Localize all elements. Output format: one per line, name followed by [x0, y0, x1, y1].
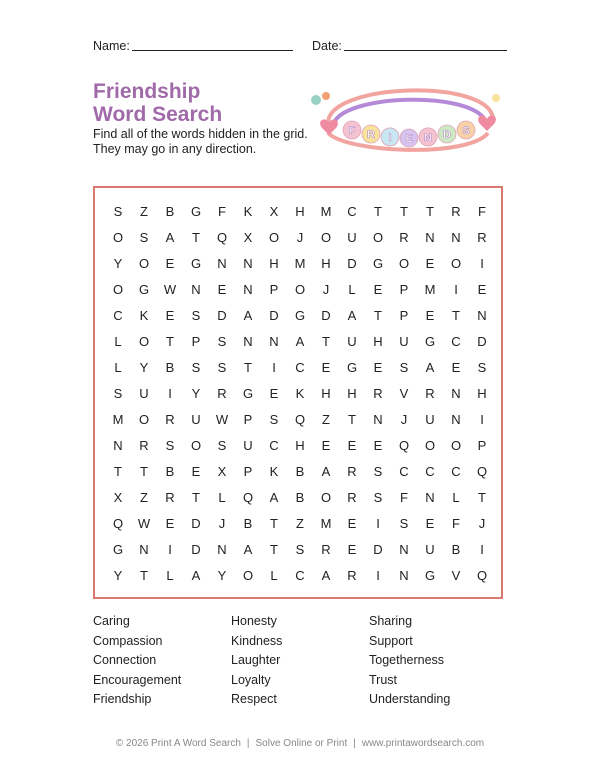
grid-letter[interactable]: M	[320, 515, 332, 531]
grid-letter[interactable]: B	[243, 515, 253, 531]
grid-letter[interactable]: S	[191, 307, 201, 323]
grid-letter[interactable]: L	[218, 489, 226, 505]
grid-letter[interactable]: D	[321, 307, 331, 323]
grid-letter[interactable]: Q	[398, 437, 410, 453]
grid-letter[interactable]: H	[477, 385, 487, 401]
grid-letter[interactable]: T	[166, 333, 174, 349]
grid-letter[interactable]: B	[165, 359, 175, 375]
word-list-item: Compassion	[93, 633, 163, 648]
grid-letter[interactable]: P	[399, 307, 409, 323]
grid-letter[interactable]: E	[425, 307, 435, 323]
grid-letter[interactable]: O	[138, 255, 150, 271]
grid-letter[interactable]: P	[243, 463, 253, 479]
footer-separator: |	[353, 738, 356, 749]
grid-letter[interactable]: U	[399, 333, 409, 349]
grid-letter[interactable]: L	[166, 567, 174, 583]
grid-letter[interactable]: N	[269, 333, 279, 349]
grid-letter[interactable]: G	[346, 359, 358, 375]
grid-letter[interactable]: R	[477, 229, 487, 245]
bracelet-end-bead	[322, 92, 330, 100]
word-search-grid-box	[93, 186, 503, 599]
word-list-item: Honesty	[231, 614, 277, 628]
bracelet-letter-bead	[381, 128, 399, 146]
grid-letter[interactable]: V	[399, 385, 409, 401]
grid-letter[interactable]: D	[477, 333, 487, 349]
grid-letter[interactable]: Y	[113, 255, 123, 271]
grid-letter[interactable]: X	[113, 489, 123, 505]
grid-letter[interactable]: L	[114, 333, 122, 349]
grid-letter[interactable]: T	[426, 203, 434, 219]
friends-bracelet-illustration	[308, 78, 508, 168]
grid-letter[interactable]: E	[165, 307, 175, 323]
grid-letter[interactable]: O	[372, 229, 384, 245]
grid-letter[interactable]: D	[191, 515, 201, 531]
grid-letter[interactable]: A	[295, 333, 305, 349]
grid-letter[interactable]: O	[190, 437, 202, 453]
grid-letter[interactable]: A	[269, 489, 279, 505]
word-list-item: Support	[369, 633, 413, 648]
bracelet-letter-bead	[400, 129, 418, 147]
grid-letter[interactable]: S	[477, 359, 487, 375]
footer	[0, 738, 600, 749]
grid-letter[interactable]: E	[165, 515, 175, 531]
grid-letter[interactable]: I	[168, 541, 172, 557]
word-list-item: Understanding	[369, 692, 451, 706]
grid-letter[interactable]: J	[322, 281, 330, 297]
grid-letter[interactable]: E	[451, 359, 461, 375]
grid-letter[interactable]: C	[425, 463, 435, 479]
bracelet-letter-bead	[343, 121, 361, 139]
title-line-2: Word Search	[93, 103, 223, 126]
bracelet-letter: D	[443, 129, 451, 141]
grid-letter[interactable]: A	[165, 229, 175, 245]
grid-letter[interactable]: U	[425, 411, 435, 427]
grid-letter[interactable]: S	[295, 541, 305, 557]
grid-letter[interactable]: K	[139, 307, 149, 323]
word-list-item: Connection	[93, 653, 157, 667]
footer-copyright: © 2026 Print A Word Search	[115, 738, 241, 749]
grid-letter[interactable]: N	[451, 385, 461, 401]
grid-letter[interactable]: O	[112, 229, 124, 245]
footer-middle: Solve Online or Print	[255, 738, 348, 749]
grid-letter[interactable]: E	[217, 281, 227, 297]
grid-letter[interactable]: E	[321, 437, 331, 453]
grid-letter[interactable]: N	[425, 229, 435, 245]
grid-letter[interactable]: I	[376, 567, 380, 583]
grid-letter[interactable]: X	[217, 463, 227, 479]
grid-letter[interactable]: Y	[217, 567, 227, 583]
grid-letter[interactable]: R	[165, 411, 175, 427]
grid-letter[interactable]: R	[373, 385, 383, 401]
grid-letter[interactable]: H	[373, 333, 383, 349]
grid-letter[interactable]: Q	[216, 229, 228, 245]
grid-letter[interactable]: R	[399, 229, 409, 245]
grid-letter[interactable]: S	[113, 203, 123, 219]
grid-letter[interactable]: H	[269, 255, 279, 271]
grid-letter[interactable]: P	[399, 281, 409, 297]
grid-letter[interactable]: U	[425, 541, 435, 557]
grid-letter[interactable]: T	[140, 463, 148, 479]
grid-letter[interactable]: W	[215, 411, 229, 427]
grid-letter[interactable]: N	[243, 255, 253, 271]
grid-letter[interactable]: G	[424, 567, 436, 583]
word-list-item: Encouragement	[93, 672, 182, 687]
grid-letter[interactable]: O	[320, 489, 332, 505]
grid-letter[interactable]: L	[348, 281, 356, 297]
grid-letter[interactable]: N	[139, 541, 149, 557]
grid-letter[interactable]: S	[217, 333, 227, 349]
bracelet-end-bead	[492, 94, 500, 102]
grid-letter[interactable]: R	[451, 203, 461, 219]
grid-letter[interactable]: N	[217, 541, 227, 557]
grid-letter[interactable]: Z	[322, 411, 330, 427]
name-date-row	[93, 36, 507, 56]
grid-letter[interactable]: I	[480, 255, 484, 271]
bracelet-letter: R	[367, 129, 375, 141]
word-list-item: Sharing	[369, 614, 413, 628]
grid-letter[interactable]: E	[269, 385, 279, 401]
grid-letter[interactable]: D	[217, 307, 227, 323]
grid-letter[interactable]: N	[477, 307, 487, 323]
grid-letter[interactable]: F	[452, 515, 460, 531]
bracelet-letter-bead	[457, 121, 475, 139]
grid-letter[interactable]: T	[140, 567, 148, 583]
word-list-item: Laughter	[231, 653, 281, 667]
grid-letter[interactable]: R	[347, 567, 357, 583]
grid-letter[interactable]: F	[218, 203, 226, 219]
word-list-item: Togetherness	[369, 653, 445, 667]
bracelet-letter: E	[405, 133, 413, 145]
grid-letter[interactable]: C	[399, 463, 409, 479]
grid-letter[interactable]: D	[373, 541, 383, 557]
grid-letter[interactable]: K	[295, 385, 305, 401]
word-list-column	[369, 612, 509, 710]
grid-letter[interactable]: O	[398, 255, 410, 271]
grid-letter[interactable]: Z	[296, 515, 304, 531]
grid-letter[interactable]: B	[165, 203, 175, 219]
grid-letter[interactable]: A	[425, 359, 435, 375]
grid-letter[interactable]: K	[243, 203, 253, 219]
grid-letter[interactable]: Q	[294, 411, 306, 427]
bracelet-end-bead	[311, 95, 321, 105]
grid-letter[interactable]: Q	[112, 515, 124, 531]
grid-letter[interactable]: J	[296, 229, 304, 245]
grid-letter[interactable]: N	[451, 229, 461, 245]
grid-letter[interactable]: N	[399, 541, 409, 557]
grid-letter[interactable]: V	[451, 567, 461, 583]
grid-letter[interactable]: Q	[476, 567, 488, 583]
grid-letter[interactable]: S	[399, 359, 409, 375]
bracelet-letter: S	[462, 125, 470, 137]
word-list-column	[93, 612, 233, 710]
bracelet-letter-bead	[362, 125, 380, 143]
grid-letter[interactable]: O	[424, 437, 436, 453]
grid-letter[interactable]: I	[480, 411, 484, 427]
word-list-item: Loyalty	[231, 672, 271, 687]
grid-letter[interactable]: S	[165, 437, 175, 453]
grid-letter[interactable]: T	[452, 307, 460, 323]
grid-letter[interactable]: G	[242, 385, 254, 401]
word-list-column	[231, 612, 371, 710]
word-list-item: Kindness	[231, 633, 283, 648]
grid-letter[interactable]: R	[165, 489, 175, 505]
grid-letter[interactable]: N	[425, 489, 435, 505]
grid-letter[interactable]: B	[451, 541, 461, 557]
grid-letter[interactable]: R	[425, 385, 435, 401]
grid-letter[interactable]: U	[243, 437, 253, 453]
grid-letter[interactable]: Q	[476, 463, 488, 479]
grid-letter[interactable]: E	[321, 359, 331, 375]
grid-letter[interactable]: W	[137, 515, 151, 531]
grid-letter[interactable]: C	[295, 567, 305, 583]
word-list-item: Caring	[93, 614, 130, 628]
grid-letter[interactable]: G	[372, 255, 384, 271]
grid-letter[interactable]: C	[347, 203, 357, 219]
grid-letter[interactable]: E	[425, 515, 435, 531]
grid-letter[interactable]: S	[373, 489, 383, 505]
word-list-item: Friendship	[93, 692, 152, 706]
grid-letter[interactable]: X	[243, 229, 253, 245]
grid-letter[interactable]: A	[321, 463, 331, 479]
bracelet-beads	[343, 121, 475, 147]
date-field[interactable]	[344, 50, 507, 51]
grid-letter[interactable]: E	[373, 437, 383, 453]
grid-letter[interactable]: O	[242, 567, 254, 583]
grid-letter[interactable]: K	[269, 463, 279, 479]
grid-letter[interactable]: J	[478, 515, 486, 531]
grid-letter[interactable]: T	[270, 541, 278, 557]
grid-letter[interactable]: Y	[191, 385, 201, 401]
grid-letter[interactable]: G	[424, 333, 436, 349]
word-search-grid	[105, 198, 495, 588]
grid-letter[interactable]: M	[294, 255, 306, 271]
grid-letter[interactable]: E	[373, 359, 383, 375]
grid-letter[interactable]: T	[114, 463, 122, 479]
name-label: Name:	[93, 39, 130, 53]
grid-letter[interactable]: A	[243, 307, 253, 323]
grid-letter[interactable]: S	[269, 411, 279, 427]
grid-letter[interactable]: T	[374, 203, 382, 219]
grid-letter[interactable]: H	[295, 437, 305, 453]
grid-letter[interactable]: S	[217, 437, 227, 453]
grid-letter[interactable]: R	[139, 437, 149, 453]
grid-letter[interactable]: G	[190, 203, 202, 219]
grid-letter[interactable]: B	[165, 463, 175, 479]
grid-letter[interactable]: D	[269, 307, 279, 323]
grid-letter[interactable]: D	[347, 255, 357, 271]
grid-letter[interactable]: L	[270, 567, 278, 583]
grid-letter[interactable]: G	[138, 281, 150, 297]
grid-letter[interactable]: Z	[140, 489, 148, 505]
grid-letter[interactable]: P	[243, 411, 253, 427]
grid-letter[interactable]: Y	[113, 567, 123, 583]
grid-letter[interactable]: A	[321, 567, 331, 583]
grid-letter[interactable]: S	[399, 515, 409, 531]
grid-letter[interactable]: A	[243, 541, 253, 557]
grid-letter[interactable]: T	[348, 411, 356, 427]
grid-letter[interactable]: N	[217, 255, 227, 271]
grid-letter[interactable]: F	[400, 489, 408, 505]
grid-letter[interactable]: A	[347, 307, 357, 323]
grid-letter[interactable]: J	[400, 411, 408, 427]
grid-letter[interactable]: G	[294, 307, 306, 323]
grid-letter[interactable]: Z	[140, 203, 148, 219]
footer-url[interactable]: www.printawordsearch.com	[361, 738, 485, 749]
grid-letter[interactable]: W	[163, 281, 177, 297]
grid-letter[interactable]: C	[451, 333, 461, 349]
grid-letter[interactable]: U	[191, 411, 201, 427]
instructions	[93, 127, 308, 157]
grid-letter[interactable]: J	[218, 515, 226, 531]
bracelet-letter-bead	[419, 128, 437, 146]
grid-letter[interactable]: H	[295, 203, 305, 219]
grid-letter[interactable]: I	[168, 385, 172, 401]
grid-letter[interactable]: T	[244, 359, 252, 375]
grid-letter[interactable]: M	[424, 281, 436, 297]
grid-letter[interactable]: E	[477, 281, 487, 297]
name-field[interactable]	[132, 50, 293, 51]
grid-letter[interactable]: N	[243, 281, 253, 297]
grid-letter[interactable]: S	[113, 385, 123, 401]
grid-letter[interactable]: M	[320, 203, 332, 219]
grid-letter[interactable]: E	[347, 541, 357, 557]
grid-letter[interactable]: R	[321, 541, 331, 557]
grid-letter[interactable]: R	[347, 463, 357, 479]
grid-letter[interactable]: F	[478, 203, 486, 219]
grid-letter[interactable]: O	[112, 281, 124, 297]
grid-letter[interactable]: O	[450, 437, 462, 453]
page-title	[93, 80, 222, 126]
grid-letter[interactable]: E	[373, 281, 383, 297]
grid-letter[interactable]: S	[139, 229, 149, 245]
grid-letter[interactable]: O	[320, 229, 332, 245]
grid-letter[interactable]: N	[451, 411, 461, 427]
grid-letter[interactable]: N	[399, 567, 409, 583]
grid-letter[interactable]: T	[400, 203, 408, 219]
grid-letter[interactable]: N	[113, 437, 123, 453]
grid-letter[interactable]: S	[217, 359, 227, 375]
grid-letter[interactable]: E	[165, 255, 175, 271]
grid-letter[interactable]: U	[139, 385, 149, 401]
grid-letter[interactable]: L	[114, 359, 122, 375]
bracelet-letter-bead	[438, 125, 456, 143]
grid-letter[interactable]: C	[269, 437, 279, 453]
grid-letter[interactable]: E	[425, 255, 435, 271]
title-line-1: Friendship	[93, 80, 201, 103]
grid-letter[interactable]: O	[268, 229, 280, 245]
grid-letter[interactable]: O	[450, 255, 462, 271]
grid-letter[interactable]: S	[191, 359, 201, 375]
grid-letter[interactable]: O	[138, 333, 150, 349]
grid-letter[interactable]: C	[295, 359, 305, 375]
grid-letter[interactable]: E	[347, 437, 357, 453]
grid-letter[interactable]: H	[321, 255, 331, 271]
grid-letter[interactable]: Y	[139, 359, 149, 375]
grid-letter[interactable]: E	[191, 463, 201, 479]
grid-letter[interactable]: T	[270, 515, 278, 531]
grid-letter[interactable]: G	[112, 541, 124, 557]
grid-letter[interactable]: T	[192, 229, 200, 245]
grid-letter[interactable]: H	[347, 385, 357, 401]
instructions-line-2: They may go in any direction.	[93, 142, 257, 156]
word-list-item: Trust	[369, 672, 398, 687]
grid-letter[interactable]: L	[452, 489, 460, 505]
instructions-line-1: Find all of the words hidden in the grid.	[93, 127, 308, 141]
grid-letter[interactable]: R	[217, 385, 227, 401]
grid-letter[interactable]: G	[190, 255, 202, 271]
date-label: Date:	[312, 39, 342, 53]
grid-letter[interactable]: I	[454, 281, 458, 297]
bracelet-letter: I	[388, 131, 392, 144]
grid-letter[interactable]: T	[478, 489, 486, 505]
grid-letter[interactable]: B	[295, 463, 305, 479]
grid-letter[interactable]: T	[374, 307, 382, 323]
grid-letter[interactable]: N	[243, 333, 253, 349]
grid-letter[interactable]: N	[373, 411, 383, 427]
grid-letter[interactable]: N	[191, 281, 201, 297]
grid-letter[interactable]: O	[138, 411, 150, 427]
grid-letter[interactable]: Q	[242, 489, 254, 505]
grid-letter[interactable]: H	[321, 385, 331, 401]
grid-letter[interactable]: S	[373, 463, 383, 479]
grid-letter[interactable]: U	[347, 229, 357, 245]
grid-letter[interactable]: R	[347, 489, 357, 505]
grid-letter[interactable]: U	[347, 333, 357, 349]
word-list-item: Respect	[231, 692, 277, 706]
grid-letter[interactable]: D	[191, 541, 201, 557]
grid-letter[interactable]: M	[112, 411, 124, 427]
grid-letter[interactable]: O	[294, 281, 306, 297]
footer-separator: |	[246, 738, 250, 749]
grid-letter[interactable]: T	[322, 333, 330, 349]
grid-letter[interactable]: C	[451, 463, 461, 479]
grid-letter[interactable]: E	[347, 515, 357, 531]
grid-letter[interactable]: B	[295, 489, 305, 505]
grid-letter[interactable]: I	[480, 541, 484, 557]
bracelet-letter: N	[424, 131, 432, 144]
grid-letter[interactable]: P	[191, 333, 201, 349]
grid-letter[interactable]: T	[192, 489, 200, 505]
grid-letter[interactable]: X	[269, 203, 279, 219]
heart-icon	[478, 115, 496, 131]
grid-letter[interactable]: I	[272, 359, 276, 375]
grid-letter[interactable]: P	[269, 281, 279, 297]
bracelet-letter: F	[348, 125, 356, 137]
grid-letter[interactable]: C	[113, 307, 123, 323]
grid-letter[interactable]: P	[477, 437, 487, 453]
grid-letter[interactable]: A	[191, 567, 201, 583]
grid-letter[interactable]: I	[376, 515, 380, 531]
